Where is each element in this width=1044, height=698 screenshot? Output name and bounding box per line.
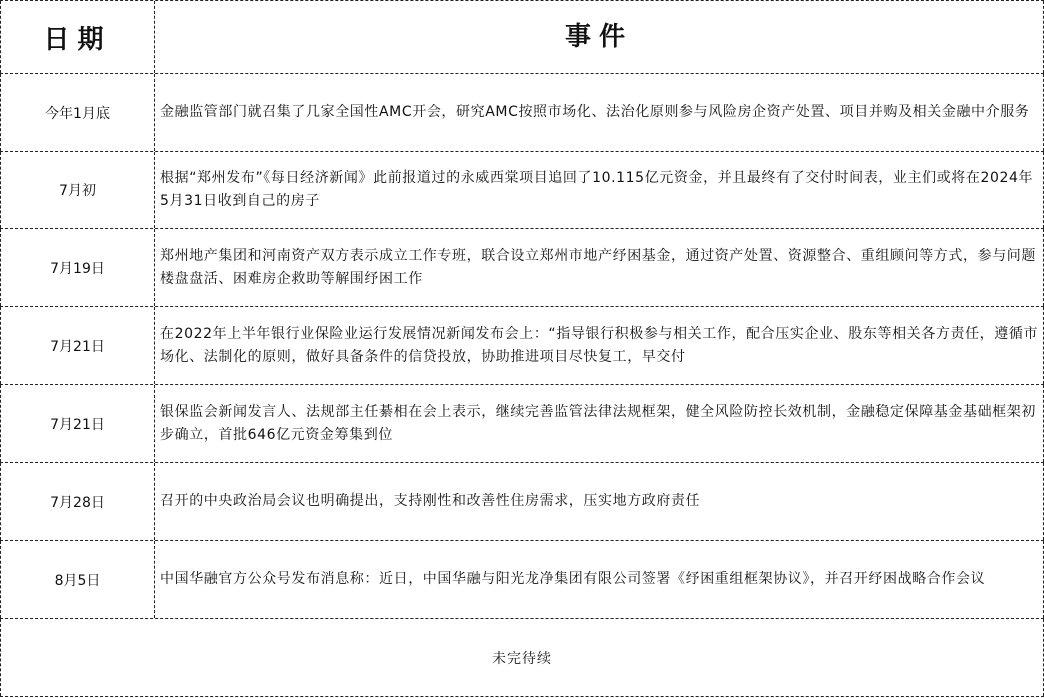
row-date: 8月5日	[0, 541, 155, 618]
row-date: 7月21日	[0, 385, 155, 462]
table-row	[0, 73, 1044, 151]
event-column-header: 事件	[155, 1, 1044, 73]
date-column-header: 日期	[0, 1, 155, 73]
footer-note: 未完待续	[0, 619, 1044, 696]
row-event: 郑州地产集团和河南资产双方表示成立工作专班，联合设立郑州市地产纾困基金，通过资产处置、资源整合、重组顾问等方式，参与问题楼盘盘活、困难房企救助等解围纾困工作	[155, 229, 1044, 306]
row-date: 今年1月底	[0, 74, 155, 151]
table-row	[0, 228, 1044, 306]
row-date: 7月21日	[0, 307, 155, 384]
row-event: 在2022年上半年银行业保险业运行发展情况新闻发布会上：“指导银行积极参与相关工作，配合压实企业、股东等相关各方责任，遵循市场化、法制化的原则，做好具备条件的信贷投放，协助推进项目尽快复工，早交付	[155, 307, 1044, 384]
table-footer-row	[0, 618, 1044, 697]
table-row	[0, 462, 1044, 540]
table-row	[0, 306, 1044, 384]
row-event: 金融监管部门就召集了几家全国性AMC开会，研究AMC按照市场化、法治化原则参与风险房企资产处置、项目并购及相关金融中介服务	[155, 74, 1044, 151]
table-row	[0, 540, 1044, 618]
row-date: 7月初	[0, 152, 155, 228]
table-header-row	[0, 0, 1044, 73]
table-row	[0, 151, 1044, 228]
row-event: 银保监会新闻发言人、法规部主任綦相在会上表示，继续完善监管法律法规框架，健全风险防控长效机制，金融稳定保障基金基础框架初步确立，首批646亿元资金筹集到位	[155, 385, 1044, 462]
row-date: 7月28日	[0, 463, 155, 540]
row-event: 根据“郑州发布”《每日经济新闻》此前报道过的永威西棠项目追回了10.115亿元资金，并且最终有了交付时间表，业主们或将在2024年5月31日收到自己的房子	[155, 152, 1044, 228]
row-event: 召开的中央政治局会议也明确提出，支持刚性和改善性住房需求，压实地方政府责任	[155, 463, 1044, 540]
table-row	[0, 384, 1044, 462]
row-date: 7月19日	[0, 229, 155, 306]
row-event: 中国华融官方公众号发布消息称：近日，中国华融与阳光龙净集团有限公司签署《纾困重组框架协议》，并召开纾困战略合作会议	[155, 541, 1044, 618]
